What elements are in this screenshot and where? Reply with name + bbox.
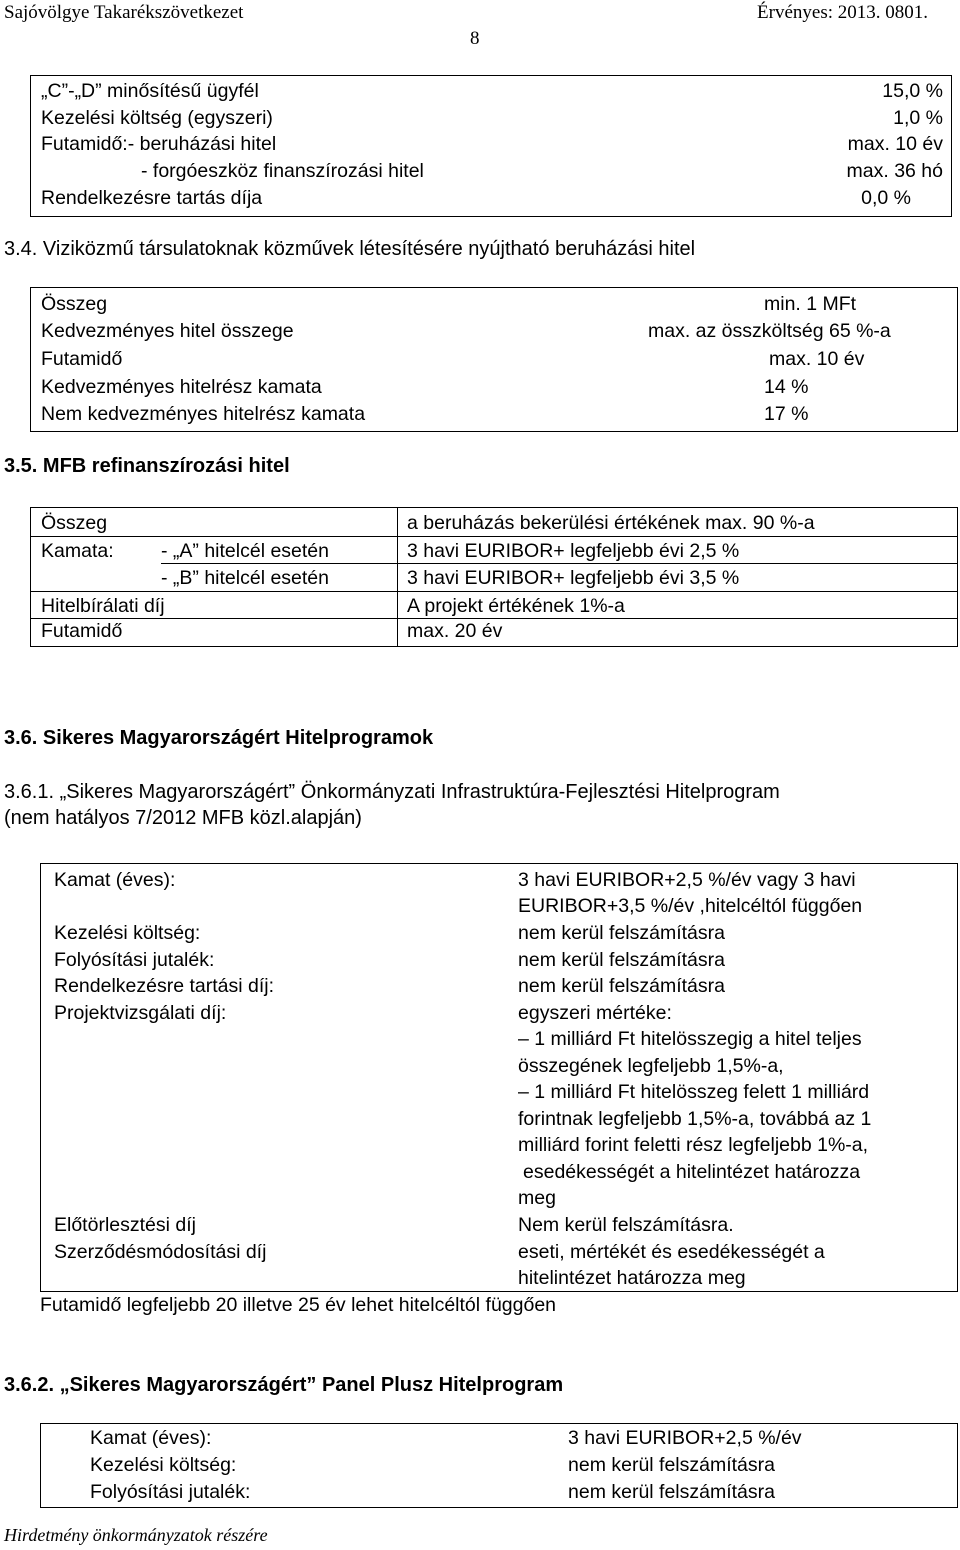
t361-label-kamat: Kamat (éves): [54, 869, 176, 891]
s35-value-0: a beruházás bekerülési értékének max. 90 %-a [407, 512, 815, 534]
table1-value-1: 1,0 % [893, 107, 943, 129]
t361-footer-note: Futamidő legfeljebb 20 illetve 25 év lehet hitelcéltól függően [40, 1294, 557, 1316]
s35-col-divider [397, 508, 398, 646]
t361-value-projekt-1: – 1 milliárd Ft hitelösszegig a hitel teljes [518, 1028, 862, 1050]
t361-value-elotorlesztesi: Nem kerül felszámításra. [518, 1214, 734, 1236]
s35-value-4: max. 20 év [407, 620, 503, 642]
t361-value-projekt-4: forintnak legfeljebb 1,5%-a, továbbá az 1 [518, 1108, 872, 1130]
section-3-5-title: 3.5. MFB refinanszírozási hitel [4, 455, 290, 477]
page-footer: Hirdetmény önkormányzatok részére [4, 1525, 268, 1545]
t361-value-projekt-2: összegének legfeljebb 1,5%-a, [518, 1055, 784, 1077]
t361-label-projekt: Projektvizsgálati díj: [54, 1002, 227, 1024]
s35-divider-4 [31, 618, 957, 619]
section-3-6-1-title-line2: (nem hatályos 7/2012 MFB közl.alapján) [4, 807, 362, 829]
section-3-6-2-title: 3.6.2. „Sikeres Magyarországért” Panel Plusz Hitelprogram [4, 1374, 564, 1396]
table-loan-terms [30, 75, 952, 217]
t362-value-0: 3 havi EURIBOR+2,5 %/év [568, 1427, 802, 1449]
section-3-6-title: 3.6. Sikeres Magyarországért Hitelprogramok [4, 727, 434, 749]
s34-value-1: max. az összköltség 65 %-a [648, 320, 891, 342]
table1-value-4: 0,0 % [861, 187, 911, 209]
header-valid-date: Érvényes: 2013. 0801. [757, 2, 928, 23]
s34-label-3: Kedvezményes hitelrész kamata [41, 376, 322, 398]
s35-label-3: Hitelbírálati díj [41, 595, 165, 617]
t361-label-kezelesi: Kezelési költség: [54, 922, 201, 944]
t361-value-rendelkezesre: nem kerül felszámításra [518, 975, 725, 997]
table1-value-2: max. 10 év [847, 133, 943, 155]
s34-value-2: max. 10 év [769, 348, 865, 370]
table1-label-1: Kezelési költség (egyszeri) [41, 107, 273, 129]
t361-label-elotorlesztesi: Előtörlesztési díj [54, 1214, 196, 1236]
s35-divider-3 [31, 591, 957, 592]
s34-value-0: min. 1 MFt [764, 293, 857, 315]
t362-label-0: Kamat (éves): [90, 1427, 212, 1449]
table-3-6-1 [40, 863, 958, 1292]
t361-value-projekt-7: meg [518, 1187, 556, 1209]
t361-value-kamat-1: EURIBOR+3,5 %/év ,hitelcéltól függően [518, 895, 863, 917]
s35-value-2: 3 havi EURIBOR+ legfeljebb évi 3,5 % [407, 567, 740, 589]
s35-sub-2: - „B” hitelcél esetén [161, 567, 329, 589]
section-3-6-1-title-line1: 3.6.1. „Sikeres Magyarországért” Önkormányzati Infrastruktúra-Fejlesztési Hitelprogram [4, 781, 780, 803]
t361-label-szerzodes: Szerződésmódosítási díj [54, 1241, 267, 1263]
s34-label-4: Nem kedvezményes hitelrész kamata [41, 403, 366, 425]
table1-label-3: - forgóeszköz finanszírozási hitel [141, 160, 424, 182]
s35-label-0: Összeg [41, 512, 108, 534]
header-org: Sajóvölgye Takarékszövetkezet [4, 2, 244, 23]
t361-value-projekt-5: milliárd forint feletti rész legfeljebb 1%-a, [518, 1134, 869, 1156]
table1-value-0: 15,0 % [882, 80, 943, 102]
table1-label-4: Rendelkezésre tartás díja [41, 187, 263, 209]
t361-value-folyositasi: nem kerül felszámításra [518, 949, 725, 971]
s35-label-1: Kamata: [41, 540, 114, 562]
page-number: 8 [470, 28, 480, 49]
table1-label-0: „C”-„D” minősítésű ügyfél [41, 80, 259, 102]
s34-value-3: 14 % [764, 376, 809, 398]
s34-value-4: 17 % [764, 403, 809, 425]
table1-value-3: max. 36 hó [846, 160, 943, 182]
s35-divider-2 [161, 563, 957, 564]
t361-value-projekt-0: egyszeri mértéke: [518, 1002, 672, 1024]
table1-label-2: Futamidő:- beruházási hitel [41, 133, 277, 155]
section-3-4-title: 3.4. Viziközmű társulatoknak közművek létesítésére nyújtható beruházási hitel [4, 238, 696, 260]
table-3-5 [30, 507, 958, 647]
table-3-6-2 [40, 1423, 958, 1508]
s35-value-1: 3 havi EURIBOR+ legfeljebb évi 2,5 % [407, 540, 740, 562]
t361-value-szerzodes-1: hitelintézet határozza meg [518, 1267, 746, 1289]
t361-label-folyositasi: Folyósítási jutalék: [54, 949, 215, 971]
s35-label-4: Futamidő [41, 620, 123, 642]
t361-value-projekt-6: esedékességét a hitelintézet határozza [523, 1161, 861, 1183]
s35-value-3: A projekt értékének 1%-a [407, 595, 625, 617]
t361-value-kamat-0: 3 havi EURIBOR+2,5 %/év vagy 3 havi [518, 869, 856, 891]
s35-sub-1: - „A” hitelcél esetén [161, 540, 329, 562]
s34-label-2: Futamidő [41, 348, 123, 370]
s35-divider-1 [31, 536, 957, 537]
t361-value-szerzodes-0: eseti, mértékét és esedékességét a [518, 1241, 825, 1263]
table-3-4 [30, 287, 958, 432]
t362-label-1: Kezelési költség: [90, 1454, 237, 1476]
t361-value-projekt-3: – 1 milliárd Ft hitelösszeg felett 1 milliárd [518, 1081, 870, 1103]
t362-value-1: nem kerül felszámításra [568, 1454, 775, 1476]
t362-value-2: nem kerül felszámításra [568, 1481, 775, 1503]
s34-label-1: Kedvezményes hitel összege [41, 320, 294, 342]
s34-label-0: Összeg [41, 293, 108, 315]
t361-label-rendelkezesre: Rendelkezésre tartási díj: [54, 975, 275, 997]
t362-label-2: Folyósítási jutalék: [90, 1481, 251, 1503]
t361-value-kezelesi: nem kerül felszámításra [518, 922, 725, 944]
